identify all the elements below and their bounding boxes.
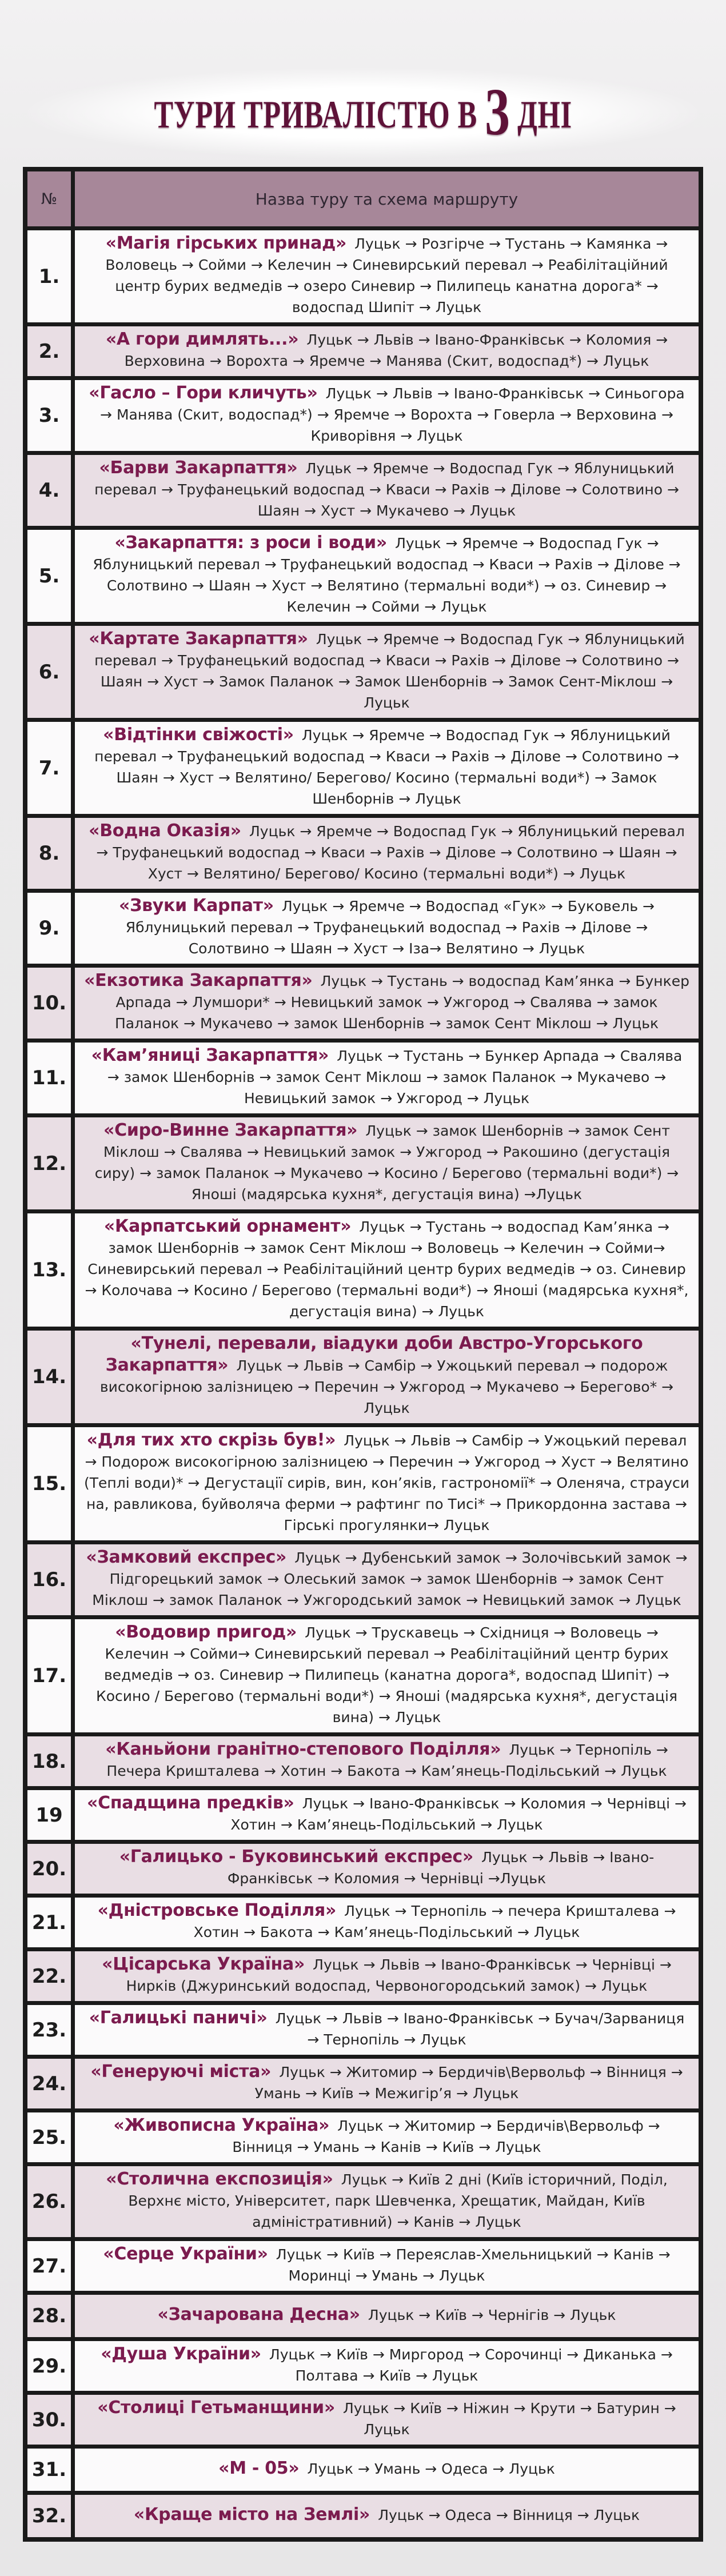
tour-route: Луцьк → Київ → Переяслав-Хмельницький → Канів → Моринці → Умань → Луцьк	[276, 2246, 671, 2284]
row-content-cell	[75, 230, 699, 322]
row-content	[84, 1794, 689, 1836]
table-row	[27, 1544, 699, 1615]
row-content-cell	[75, 455, 699, 526]
tour-route: Луцьк → Київ → Миргород → Сорочинці → Диканька → Полтава → Київ → Луцьк	[269, 2346, 673, 2384]
tour-name: «Магія гірських принад»	[105, 233, 347, 253]
table-row	[27, 380, 699, 451]
row-number: 11.	[27, 1043, 71, 1113]
row-content-cell	[75, 1331, 699, 1423]
row-number: 16.	[27, 1544, 71, 1615]
table-row	[27, 1043, 699, 1113]
row-content	[84, 533, 689, 618]
tour-name: «Галицько - Буковинський експрес»	[119, 1847, 473, 1867]
row-content-cell	[75, 1898, 699, 1947]
row-content	[84, 1548, 689, 1612]
table-row	[27, 2295, 699, 2337]
row-number: 29.	[27, 2341, 71, 2391]
row-number: 5.	[27, 530, 71, 622]
row-number: 3.	[27, 380, 71, 451]
tour-route: Луцьк → Яремче → Водоспад Гук → Яблуницький перевал → Труфанецький водоспад → Кваси → Рахів → Ділове → Солотвино → Шаян → Хуст → Мукачево → Луцьк	[94, 460, 679, 519]
tour-route: Луцьк → Львів → Івано-Франківськ → Коломия → Верховина → Ворохта → Яремче → Манява (Скит, водоспад*) → Луцьк	[124, 332, 668, 369]
row-content	[84, 458, 689, 522]
tour-route: Луцьк → Трускавець → Східниця → Воловець → Келечин → Сойми→ Синевирський перевал → Реабілітаційний центр бурих ведмедів → оз. Синевир → Пилипець (канатна дорога*, водоспад Шипіт) → Косино / Берегово (термальні води*) → Яноші (мадярська кухня*, дегустація вина) → Луцьк	[96, 1624, 677, 1726]
row-number: 21.	[27, 1898, 71, 1947]
row-number: 23.	[27, 2005, 71, 2055]
row-content-cell	[75, 2059, 699, 2108]
title-suffix: ДНІ	[509, 93, 572, 136]
row-content	[84, 725, 689, 810]
tour-route: Луцьк → Яремче → Водоспад Гук → Яблуницький перевал → Труфанецький водоспад → Кваси → Рахів → Ділове → Солотвино → Шаян → Хуст → Велятино/ Берегово/ Косино (термальні води*) → Замок Шенборнів → Луцьк	[94, 727, 679, 807]
tour-route: Луцьк → Київ → Ніжин → Крути → Батурин → Луцьк	[343, 2400, 676, 2438]
table-row	[27, 1844, 699, 1894]
tour-name: «Карпатський орнамент»	[103, 1216, 352, 1236]
table-row	[27, 968, 699, 1039]
table-row	[27, 326, 699, 376]
table-row	[27, 2449, 699, 2491]
row-number: 17.	[27, 1619, 71, 1732]
tour-route: Луцьк → Івано-Франківськ → Коломия → Чернівці → Хотин → Кам’янець-Подільський → Луцьк	[230, 1795, 687, 1833]
tour-name: «Гасло – Гори кличуть»	[89, 383, 318, 403]
tour-name: «Столична експозиція»	[106, 2169, 333, 2189]
title-days-number: 3	[485, 74, 510, 149]
page-title	[23, 67, 703, 159]
tour-name: «Душа України»	[101, 2344, 261, 2364]
tour-route: Луцьк → Київ 2 дні (Київ історичний, Поділ, Верхнє місто, Університет, парк Шевченка, Хрещатик, Майдан, Київ адміністративний) → Канів → Луцьк	[128, 2171, 668, 2230]
row-content	[84, 2244, 689, 2287]
tour-name: «М - 05»	[218, 2458, 300, 2478]
row-content	[84, 384, 689, 448]
row-content	[84, 234, 689, 319]
tour-name: «Відтінки свіжості»	[103, 725, 294, 745]
tour-route: Луцьк → Тернопіль → Печера Кришталева → Хотин → Бакота → Кам’янець-Подільський → Луцьк	[106, 1742, 668, 1779]
row-number: 1.	[27, 230, 71, 322]
row-content	[84, 2459, 689, 2481]
table-row	[27, 818, 699, 889]
table-row	[27, 2395, 699, 2445]
row-content-cell	[75, 2005, 699, 2055]
row-content-cell	[75, 2166, 699, 2237]
tour-name: «Для тих хто скрізь був!»	[86, 1430, 336, 1450]
row-content-cell	[75, 1619, 699, 1732]
table-row	[27, 2241, 699, 2291]
table-row	[27, 2005, 699, 2055]
row-content	[84, 1431, 689, 1537]
table-row	[27, 1951, 699, 2001]
tour-route: Луцьк → Яремче → Водоспад Гук → Яблуницький перевал → Труфанецький водоспад → Кваси → Рахів → Ділове → Солотвино → Шаян → Хуст → Велятино/ Берегово/ Косино (термальні води*) → Луцьк	[96, 823, 685, 882]
row-content-cell	[75, 380, 699, 451]
table-header-row	[27, 171, 699, 226]
tour-name: «Сиро-Винне Закарпаття»	[103, 1120, 358, 1140]
row-number: 19	[27, 1790, 71, 1840]
row-content	[84, 821, 689, 885]
row-content	[84, 330, 689, 373]
tour-name: «Зачарована Десна»	[157, 2305, 360, 2325]
row-content-cell	[75, 1427, 699, 1540]
table-row	[27, 1331, 699, 1423]
tour-route: Луцьк → Тустань → водоспад Кам’янка → Бункер Арпада → Лумшори* → Невицький замок → Ужгород → Свалява → замок Паланок → Мукачево → замок Шенборнів → замок Сент Міклош → Луцьк	[114, 973, 689, 1032]
column-header-tour: Назва туру та схема маршруту	[75, 171, 699, 226]
row-content	[84, 1217, 689, 1323]
tour-route: Луцьк → Львів → Івано-Франківськ → Коломия → Чернівці →Луцьк	[227, 1849, 655, 1887]
column-header-number: №	[27, 171, 71, 226]
row-content-cell	[75, 2341, 699, 2391]
row-number: 6.	[27, 626, 71, 718]
tour-route: Луцьк → Яремче → Водоспад Гук → Яблуницький перевал → Труфанецький водоспад → Кваси → Рахів → Ділове → Солотвино → Шаян → Хуст → Велятино (термальні води*) → оз. Синевир → Келечин → Сойми → Луцьк	[93, 535, 681, 615]
tour-name: «Барви Закарпаття»	[99, 458, 298, 478]
row-content	[84, 896, 689, 960]
row-number: 27.	[27, 2241, 71, 2291]
tour-name: «Замковий експрес»	[86, 1547, 287, 1567]
tour-route: Луцьк → Львів → Самбір → Ужоцький перевал → подорож високогірною залізницею → Перечин → Ужгород → Мукачево → Берегово* → Луцьк	[99, 1357, 674, 1416]
tour-name: «Спадщина предків»	[87, 1793, 294, 1813]
table-row	[27, 1213, 699, 1327]
tour-name: «Галицькі паничі»	[89, 2008, 268, 2028]
row-content	[84, 2305, 689, 2327]
table-row	[27, 230, 699, 322]
row-content-cell	[75, 818, 699, 889]
tour-name: «Тунелі, перевали, віадуки доби Австро-Угорського Закарпаття»	[105, 1333, 643, 1375]
table-row	[27, 1427, 699, 1540]
row-number: 4.	[27, 455, 71, 526]
tour-name: «Кам’яниці Закарпаття»	[91, 1045, 329, 1065]
row-content-cell	[75, 1790, 699, 1840]
row-content-cell	[75, 2449, 699, 2491]
tour-name: «Серце України»	[103, 2244, 268, 2264]
table-row	[27, 722, 699, 814]
tour-route: Луцьк → Яремче → Водоспад «Гук» → Буковель → Яблуницький перевал → Труфанецький водоспад → Рахів → Ділове → Солотвино → Шаян → Хуст → Іза→ Велятино → Луцьк	[125, 898, 655, 957]
tour-name: «Цісарська Україна»	[102, 1954, 305, 1974]
row-content-cell	[75, 1213, 699, 1327]
row-content	[84, 629, 689, 714]
tour-route: Луцьк → Львів → Івано-Франківськ → Чернівці → Нирків (Джуринський водоспад, Червоногородський замок) → Луцьк	[126, 1956, 672, 1994]
tour-route: Луцьк → Тустань → водоспад Кам’янка → замок Шенборнів → замок Сент Міклош → Воловець → Келечин → Сойми→ Синевирський перевал → Реабілітаційний центр бурих ведмедів → оз. Синевир → Колочава → Косино / Берегово (термальні води*) → Яноші (мадярська кухня*, дегустація вина) → Луцьк	[85, 1219, 689, 1320]
row-content-cell	[75, 1043, 699, 1113]
tour-name: «А гори димлять...»	[105, 329, 299, 349]
table-row	[27, 455, 699, 526]
row-number: 7.	[27, 722, 71, 814]
row-content	[84, 1623, 689, 1729]
table-row	[27, 626, 699, 718]
tour-route: Луцьк → замок Шенборнів → замок Сент Міклош → Свалява → Невицький замок → Ужгород → Ракошино (дегустація сиру) → замок Паланок → Мукачево → Косино / Берегово (термальні води*) → Яноші (мадярська кухня*, дегустація вина) →Луцьк	[94, 1123, 679, 1203]
row-number: 12.	[27, 1117, 71, 1209]
tour-route: Луцьк → Умань → Одеса → Луцьк	[307, 2461, 555, 2477]
row-content	[84, 1740, 689, 1783]
row-number: 25.	[27, 2112, 71, 2162]
row-content-cell	[75, 2112, 699, 2162]
tour-name: «Звуки Карпат»	[118, 896, 274, 916]
tour-route: Луцьк → Житомир → Бердичів\Вервольф → Вінниця → Умань → Київ → Межигір’я → Луцьк	[254, 2064, 683, 2102]
page	[0, 67, 726, 2542]
tour-name: «Живописна Україна»	[113, 2115, 330, 2135]
row-content	[84, 2062, 689, 2105]
tour-name: «Водовир пригод»	[115, 1622, 297, 1642]
row-content	[84, 1121, 689, 1206]
row-content-cell	[75, 2241, 699, 2291]
tour-route: Луцьк → Розгірче → Тустань → Камянка → Воловець → Сойми → Келечин → Синевирський перевал → Реабілітаційний центр бурих ведмедів → озеро Синевир → Пилипець канатна дорога* → водоспад Шипіт → Луцьк	[105, 235, 668, 315]
tour-name: «Каньйони гранітно-степового Поділля»	[105, 1739, 501, 1759]
tour-name: «Генеруючі міста»	[90, 2062, 272, 2082]
tours-table	[23, 167, 703, 2542]
row-content-cell	[75, 1544, 699, 1615]
row-number: 15.	[27, 1427, 71, 1540]
row-content-cell	[75, 2295, 699, 2337]
row-content	[84, 1847, 689, 1890]
row-number: 14.	[27, 1331, 71, 1423]
row-content-cell	[75, 722, 699, 814]
table-row	[27, 530, 699, 622]
row-content	[84, 971, 689, 1035]
row-content	[84, 2170, 689, 2234]
tour-name: «Дністровське Поділля»	[97, 1900, 337, 1920]
row-content	[84, 1955, 689, 1998]
row-content-cell	[75, 968, 699, 1039]
row-content-cell	[75, 2395, 699, 2445]
row-content	[84, 2116, 689, 2159]
table-row	[27, 2166, 699, 2237]
row-number: 20.	[27, 1844, 71, 1894]
row-content-cell	[75, 2495, 699, 2537]
row-content	[84, 2008, 689, 2051]
tour-name: «Екзотика Закарпаття»	[84, 971, 313, 991]
row-number: 13.	[27, 1213, 71, 1327]
row-number: 10.	[27, 968, 71, 1039]
row-number: 30.	[27, 2395, 71, 2445]
tour-name: «Столиці Гетьманщини»	[97, 2398, 335, 2418]
tour-name: «Картате Закарпаття»	[89, 629, 308, 649]
table-row	[27, 1619, 699, 1732]
row-number: 28.	[27, 2295, 71, 2337]
table-row	[27, 1790, 699, 1840]
row-number: 24.	[27, 2059, 71, 2108]
row-content	[84, 1901, 689, 1944]
tour-route: Луцьк → Житомир → Бердичів\Вервольф → Вінниця → Умань → Канів → Київ → Луцьк	[232, 2118, 660, 2155]
table-row	[27, 1736, 699, 1786]
table-row	[27, 2059, 699, 2108]
table-row	[27, 2341, 699, 2391]
table-row	[27, 1898, 699, 1947]
tour-route: Луцьк → Дубенський замок → Золочівський замок → Підгорецький замок → Олеський замок → замок Шенборнів → замок Сент Міклош → замок Паланок → Ужгородський замок → Невицький замок → Луцьк	[92, 1549, 688, 1608]
row-number: 22.	[27, 1951, 71, 2001]
row-number: 32.	[27, 2495, 71, 2537]
table-row	[27, 2112, 699, 2162]
row-number: 9.	[27, 893, 71, 964]
tour-route: Луцьк → Львів → Івано-Франківськ → Бучач/Зарваниця → Тернопіль → Луцьк	[275, 2010, 685, 2048]
table-row	[27, 1117, 699, 1209]
row-content	[84, 1046, 689, 1110]
tour-route: Луцьк → Одеса → Вінниця → Луцьк	[378, 2507, 640, 2523]
tour-route: Луцьк → Львів → Івано-Франківськ → Синьогора → Манява (Скит, водоспад*) → Яремче → Ворохта → Говерла → Верховина → Криворівня → Луцьк	[100, 385, 685, 444]
tour-name: «Закарпаття: з роси і води»	[114, 533, 387, 553]
tour-name: «Краще місто на Землі»	[133, 2505, 370, 2525]
row-content	[84, 2345, 689, 2387]
row-content-cell	[75, 530, 699, 622]
tour-route: Луцьк → Тустань → Бункер Арпада → Свалява → замок Шенборнів → замок Сент Міклош → замок Паланок → Мукачево → Невицький замок → Ужгород → Луцьк	[107, 1048, 683, 1107]
row-content-cell	[75, 626, 699, 718]
row-content	[84, 1334, 689, 1420]
row-number: 2.	[27, 326, 71, 376]
page-title-text	[154, 73, 572, 151]
tour-route: Луцьк → Київ → Чернігів → Луцьк	[368, 2307, 616, 2323]
table-row	[27, 893, 699, 964]
tour-name: «Водна Оказія»	[89, 821, 241, 841]
row-content	[84, 2505, 689, 2527]
row-content-cell	[75, 1117, 699, 1209]
row-content-cell	[75, 1844, 699, 1894]
row-number: 18.	[27, 1736, 71, 1786]
row-number: 31.	[27, 2449, 71, 2491]
row-content-cell	[75, 1951, 699, 2001]
row-content	[84, 2398, 689, 2441]
tour-route: Луцьк → Тернопіль → печера Кришталева → Хотин → Бакота → Кам’янець-Подільський → Луцьк	[193, 1903, 676, 1940]
tour-route: Луцьк → Львів → Самбір → Ужоцький перевал → Подорож високогірною залізницею → Перечин → Ужгород → Хуст → Велятино (Теплі води)* → Дегустації сирів, вин, кон’яків, гастрономії* → Оленяча, страуси на, равликова, буйволяча ферми → рафтинг по Тисі* → Прикордонна застава → Гірські прогулянки→ Луцьк	[84, 1432, 690, 1533]
row-number: 26.	[27, 2166, 71, 2237]
table-row	[27, 2495, 699, 2537]
row-number: 8.	[27, 818, 71, 889]
row-content-cell	[75, 326, 699, 376]
row-content-cell	[75, 1736, 699, 1786]
tour-route: Луцьк → Яремче → Водоспад Гук → Яблуницький перевал → Труфанецький водоспад → Кваси → Рахів → Ділове → Солотвино → Шаян → Хуст → Замок Паланок → Замок Шенборнів → Замок Сент-Міклош → Луцьк	[94, 631, 685, 711]
row-content-cell	[75, 893, 699, 964]
title-prefix: ТУРИ ТРИВАЛІСТЮ В	[154, 93, 485, 136]
